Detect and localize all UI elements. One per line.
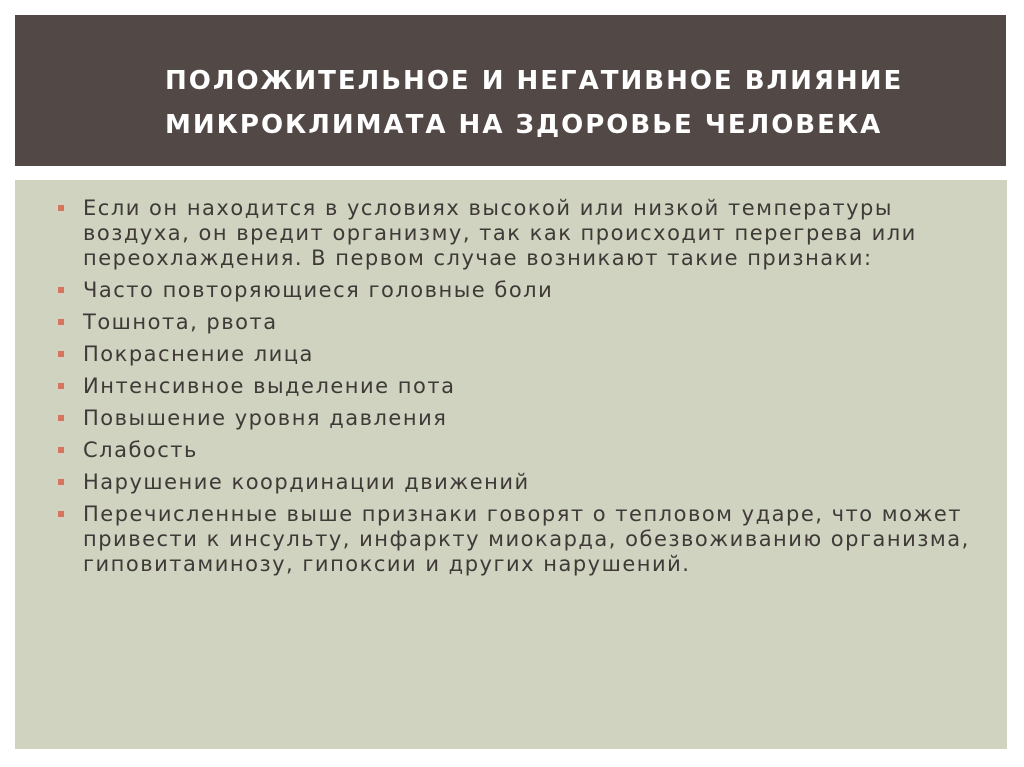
square-bullet-icon (58, 447, 64, 453)
list-item-text: Слабость (83, 438, 198, 462)
list-item-text: Покраснение лица (83, 342, 314, 366)
list-item-text: Часто повторяющиеся головные боли (83, 278, 554, 302)
list-item-text: Повышение уровня давления (83, 406, 448, 430)
square-bullet-icon (58, 287, 64, 293)
bullet-list (56, 196, 976, 584)
list-item (56, 196, 976, 271)
content-panel (15, 180, 1007, 749)
square-bullet-icon (58, 319, 64, 325)
square-bullet-icon (58, 511, 64, 517)
list-item (56, 278, 976, 303)
square-bullet-icon (58, 351, 64, 357)
square-bullet-icon (58, 415, 64, 421)
list-item (56, 310, 976, 335)
list-item (56, 406, 976, 431)
square-bullet-icon (58, 383, 64, 389)
square-bullet-icon (58, 205, 64, 211)
list-item-text: Если он находится в условиях высокой или низкой температуры воздуха, он вредит организму, так как происходит перегрева или переохлаждения. В первом случае возникают такие признаки: (83, 196, 917, 270)
square-bullet-icon (58, 479, 64, 485)
title-bar (15, 15, 1006, 166)
list-item-text: Тошнота, рвота (83, 310, 278, 334)
list-item (56, 438, 976, 463)
list-item-text: Интенсивное выделение пота (83, 374, 456, 398)
list-item-text: Перечисленные выше признаки говорят о тепловом ударе, что может привести к инсульту, инфаркту миокарда, обезвоживанию организма, гиповитаминозу, гипоксии и других нарушений. (83, 502, 970, 576)
list-item (56, 470, 976, 495)
list-item-text: Нарушение координации движений (83, 470, 530, 494)
list-item (56, 374, 976, 399)
list-item (56, 502, 976, 577)
slide-title: ПОЛОЖИТЕЛЬНОЕ И НЕГАТИВНОЕ ВЛИЯНИЕ МИКРОКЛИМАТА НА ЗДОРОВЬЕ ЧЕЛОВЕКА (165, 66, 904, 140)
list-item (56, 342, 976, 367)
